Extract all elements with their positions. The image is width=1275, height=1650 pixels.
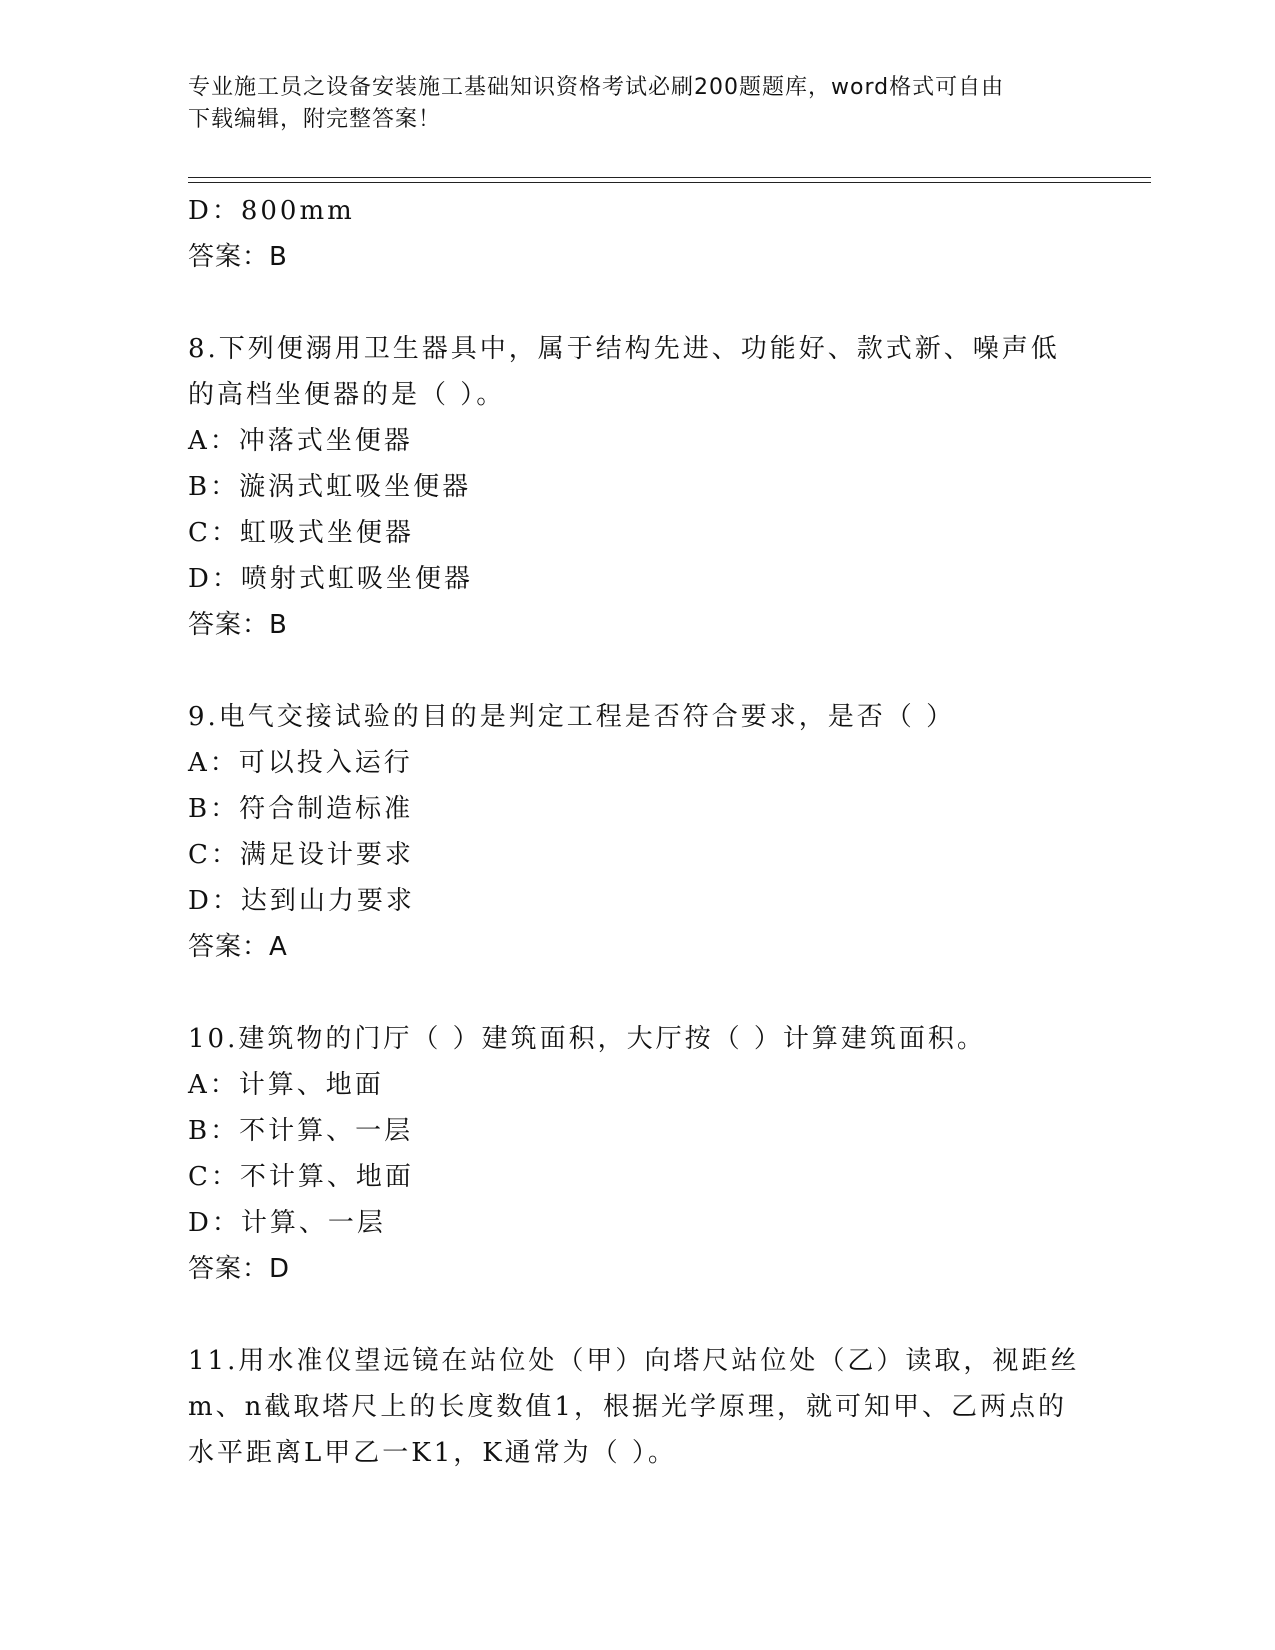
option-c: C：虹吸式坐便器 [188,518,414,548]
header-line-2: 下载编辑，附完整答案！ [188,107,442,132]
option-a: A：冲落式坐便器 [188,426,413,456]
header-rule-top [188,177,1151,178]
option-b: B：漩涡式虹吸坐便器 [188,472,472,502]
question-content [188,188,1088,1476]
option-b: B：不计算、一层 [188,1116,414,1146]
document-header [188,72,1068,136]
question-text: 10.建筑物的门厅（ ）建筑面积，大厅按（ ）计算建筑面积。 [188,1024,986,1054]
option-c: C：不计算、地面 [188,1162,414,1192]
answer-line: 答案：B [188,610,288,640]
question-text: 9.电气交接试验的目的是判定工程是否符合要求，是否（ ） [188,702,956,732]
option-d: D：800mm [188,196,355,226]
question-block-11 [188,1338,1088,1476]
question-block-10 [188,1016,1088,1292]
question-text: 11.用水准仪望远镜在站位处（甲）向塔尺站位处（乙）读取，视距丝 [188,1346,1080,1376]
question-text: 8.下列便溺用卫生器具中，属于结构先进、功能好、款式新、噪声低 [188,334,1060,364]
question-text: 水平距离L甲乙一K1，K通常为（ ）。 [188,1438,677,1468]
header-line-1: 专业施工员之设备安装施工基础知识资格考试必刷200题题库，word格式可自由 [188,75,1005,100]
question-text: 的高档坐便器的是（ ）。 [188,380,506,410]
header-rule-bottom [188,182,1151,183]
option-c: C：满足设计要求 [188,840,414,870]
answer-line: 答案：B [188,242,288,272]
answer-line: 答案：D [188,1254,291,1284]
option-b: B：符合制造标准 [188,794,414,824]
question-text: m、n截取塔尺上的长度数值1，根据光学原理，就可知甲、乙两点的 [188,1392,1067,1422]
answer-line: 答案：A [188,932,288,962]
question-block-8 [188,326,1088,648]
option-d: D：计算、一层 [188,1208,386,1238]
option-a: A：计算、地面 [188,1070,384,1100]
option-d: D：喷射式虹吸坐便器 [188,564,473,594]
option-a: A：可以投入运行 [188,748,413,778]
question-block-9 [188,694,1088,970]
option-d: D：达到山力要求 [188,886,415,916]
